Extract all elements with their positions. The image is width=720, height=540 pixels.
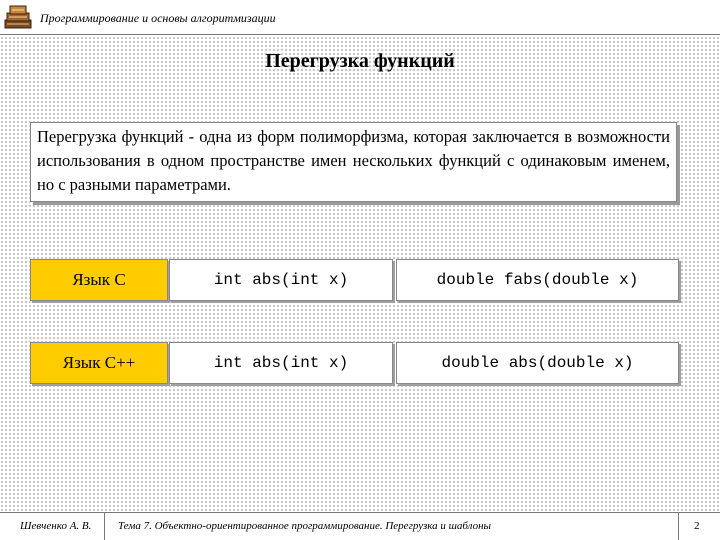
course-title: Программирование и основы алгоритмизации [40, 11, 276, 25]
footer-divider [0, 512, 720, 513]
book-stack-icon [4, 2, 32, 30]
signature-cell: double fabs(double x) [396, 259, 679, 301]
signature-cell: int abs(int x) [169, 342, 393, 384]
footer-author: Шевченко А. В. [20, 520, 92, 532]
footer-separator [104, 512, 105, 540]
footer-separator [678, 512, 679, 540]
definition-text: Перегрузка функций - одна из форм полиморфизма, которая заключается в возможности использования в одном пространстве имен нескольких функций с одинаковым именем, но с разными параметрами. [37, 127, 670, 194]
page-number: 2 [694, 520, 700, 532]
slide-title: Перегрузка функций [265, 50, 455, 72]
language-cell-cpp: Язык C++ [30, 342, 168, 384]
definition-box [30, 122, 677, 202]
header-divider [0, 34, 720, 35]
signature-cell: double abs(double x) [396, 342, 679, 384]
language-cell-c: Язык C [30, 259, 168, 301]
footer-topic: Тема 7. Объектно-ориентированное программирование. Перегрузка и шаблоны [118, 520, 492, 532]
signature-cell: int abs(int x) [169, 259, 393, 301]
slide-header [0, 0, 720, 34]
